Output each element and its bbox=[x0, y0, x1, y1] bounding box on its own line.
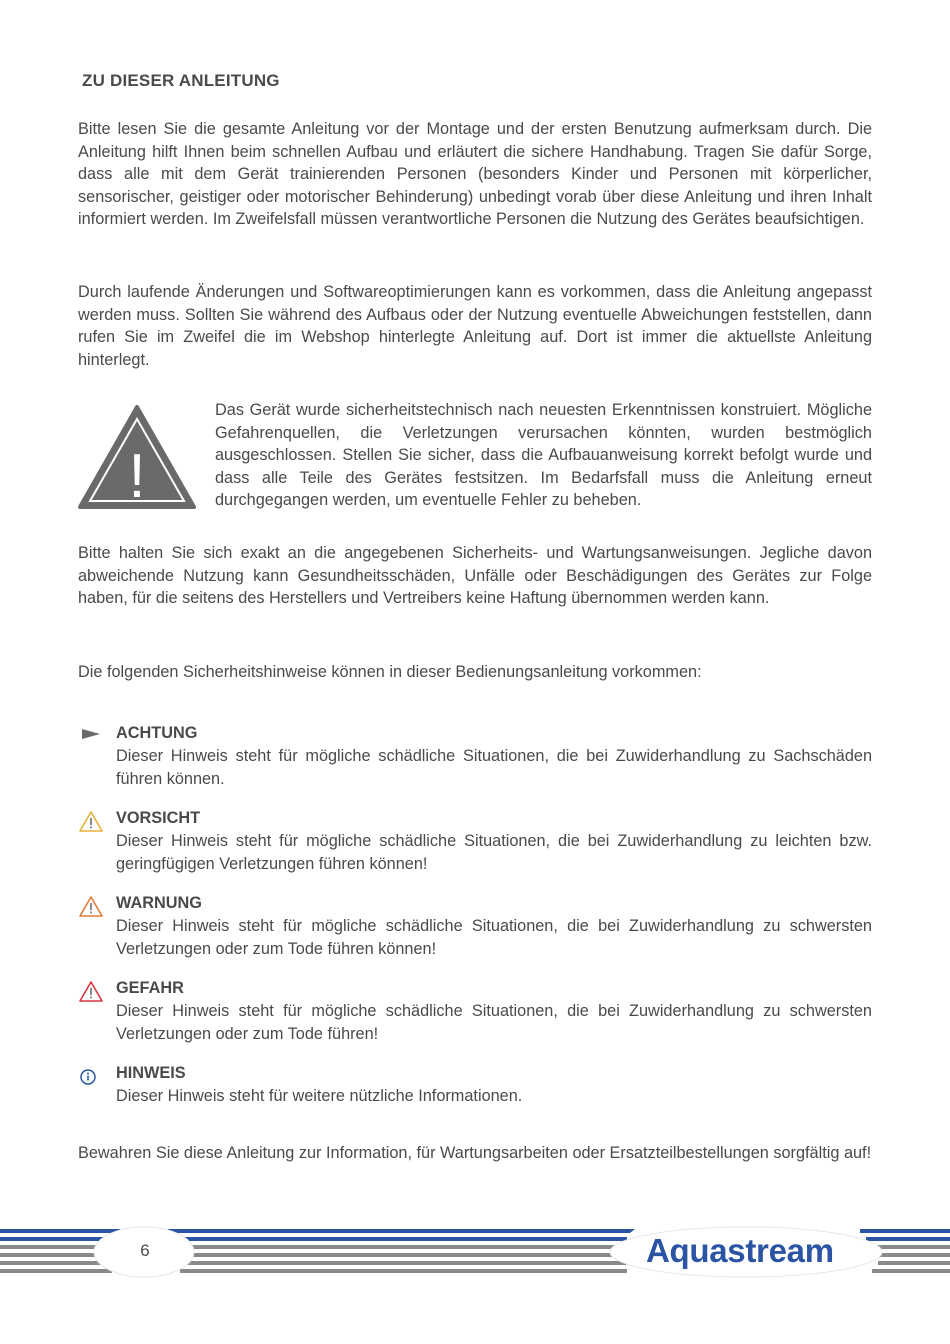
notice-text: Dieser Hinweis steht für mögliche schädliche Situationen, die bei Zuwiderhandlung zu schwersten Verletzungen oder zum Tode führen! bbox=[116, 1002, 872, 1043]
notices-intro: Die folgenden Sicherheitshinweise können in dieser Bedienungsanleitung vorkommen: bbox=[78, 663, 702, 681]
page-number: 6 bbox=[140, 1241, 150, 1260]
info-circle-icon bbox=[78, 1065, 104, 1087]
notice-text: Dieser Hinweis steht für mögliche schädliche Situationen, die bei Zuwiderhandlung zu leichten bzw. geringfügigen Verletzungen führen können! bbox=[116, 832, 872, 873]
notice-text: Dieser Hinweis steht für mögliche schädliche Situationen, die bei Zuwiderhandlung zu schwersten Verletzungen oder zum Tode führen können! bbox=[116, 917, 872, 958]
section-heading: ZU DIESER ANLEITUNG bbox=[82, 71, 280, 90]
safety-paragraph: Das Gerät wurde sicherheitstechnisch nach neuesten Erkenntnissen konstruiert. Mögliche Gefahrenquellen, die Verletzungen verursachen könnten, wurden bestmöglich ausgeschlossen. Stellen Sie sicher, dass die Aufbauanweisung korrekt befolgt wurde und dass alle Teile des Gerätes festsitzen. Im Bedarfsfall muss die Anleitung erneut durchgegangen werden, um eventuelle Fehler zu beheben. bbox=[215, 401, 872, 510]
notice-title: GEFAHR bbox=[116, 979, 184, 997]
notice-text: Dieser Hinweis steht für weitere nützliche Informationen. bbox=[116, 1087, 523, 1105]
instructions-paragraph: Bitte halten Sie sich exakt an die angegebenen Sicherheits- und Wartungsanweisungen. Jegliche davon abweichende Nutzung kann Gesundheitsschäden, Unfälle oder Beschädigungen des Gerätes zur Folge haben, für die seitens des Herstellers und Vertreibers keine Haftung übernommen werden kann. bbox=[78, 544, 872, 608]
warning-triangle-yellow-icon bbox=[78, 810, 104, 832]
closing-paragraph: Bewahren Sie diese Anleitung zur Information, für Wartungsarbeiten oder Ersatzteilbestellungen sorgfältig auf! bbox=[78, 1144, 872, 1162]
warning-symbol: ! bbox=[128, 442, 146, 510]
intro-paragraph: Bitte lesen Sie die gesamte Anleitung vor der Montage und der ersten Benutzung aufmerksam durch. Die Anleitung hilft Ihnen beim schnellen Aufbau und erläutert die sichere Handhabung. Tragen Sie dafür Sorge, dass alle mit dem Gerät trainierenden Personen (besonders Kinder und Personen mit körperlicher, sensorischer, geistiger oder motorischer Behinderung) unbedingt vorab über diese Anleitung und ihren Inhalt informiert werden. Im Zweifelsfall müssen verantwortliche Personen die Nutzung des Gerätes beaufsichtigen. bbox=[78, 120, 872, 229]
large-warning-triangle-icon bbox=[77, 404, 197, 510]
notice-title: WARNUNG bbox=[116, 894, 202, 912]
flag-arrow-icon bbox=[78, 725, 104, 747]
notice-title: VORSICHT bbox=[116, 809, 201, 827]
notice-title: ACHTUNG bbox=[116, 724, 198, 742]
notice-title: HINWEIS bbox=[116, 1064, 186, 1082]
warning-triangle-orange-icon bbox=[78, 895, 104, 917]
updates-paragraph: Durch laufende Änderungen und Softwareoptimierungen kann es vorkommen, dass die Anleitung angepasst werden muss. Sollten Sie während des Aufbaus oder der Nutzung eventuelle Abweichungen feststellen, dann rufen Sie im Zweifel die im Webshop hinterlegte Anleitung auf. Dort ist immer die aktuellste Anleitung hinterlegt. bbox=[78, 283, 872, 369]
brand-logo: Aquastream bbox=[646, 1232, 834, 1269]
notice-text: Dieser Hinweis steht für mögliche schädliche Situationen, die bei Zuwiderhandlung zu Sachschäden führen können. bbox=[116, 747, 872, 788]
warning-triangle-red-icon bbox=[78, 980, 104, 1002]
